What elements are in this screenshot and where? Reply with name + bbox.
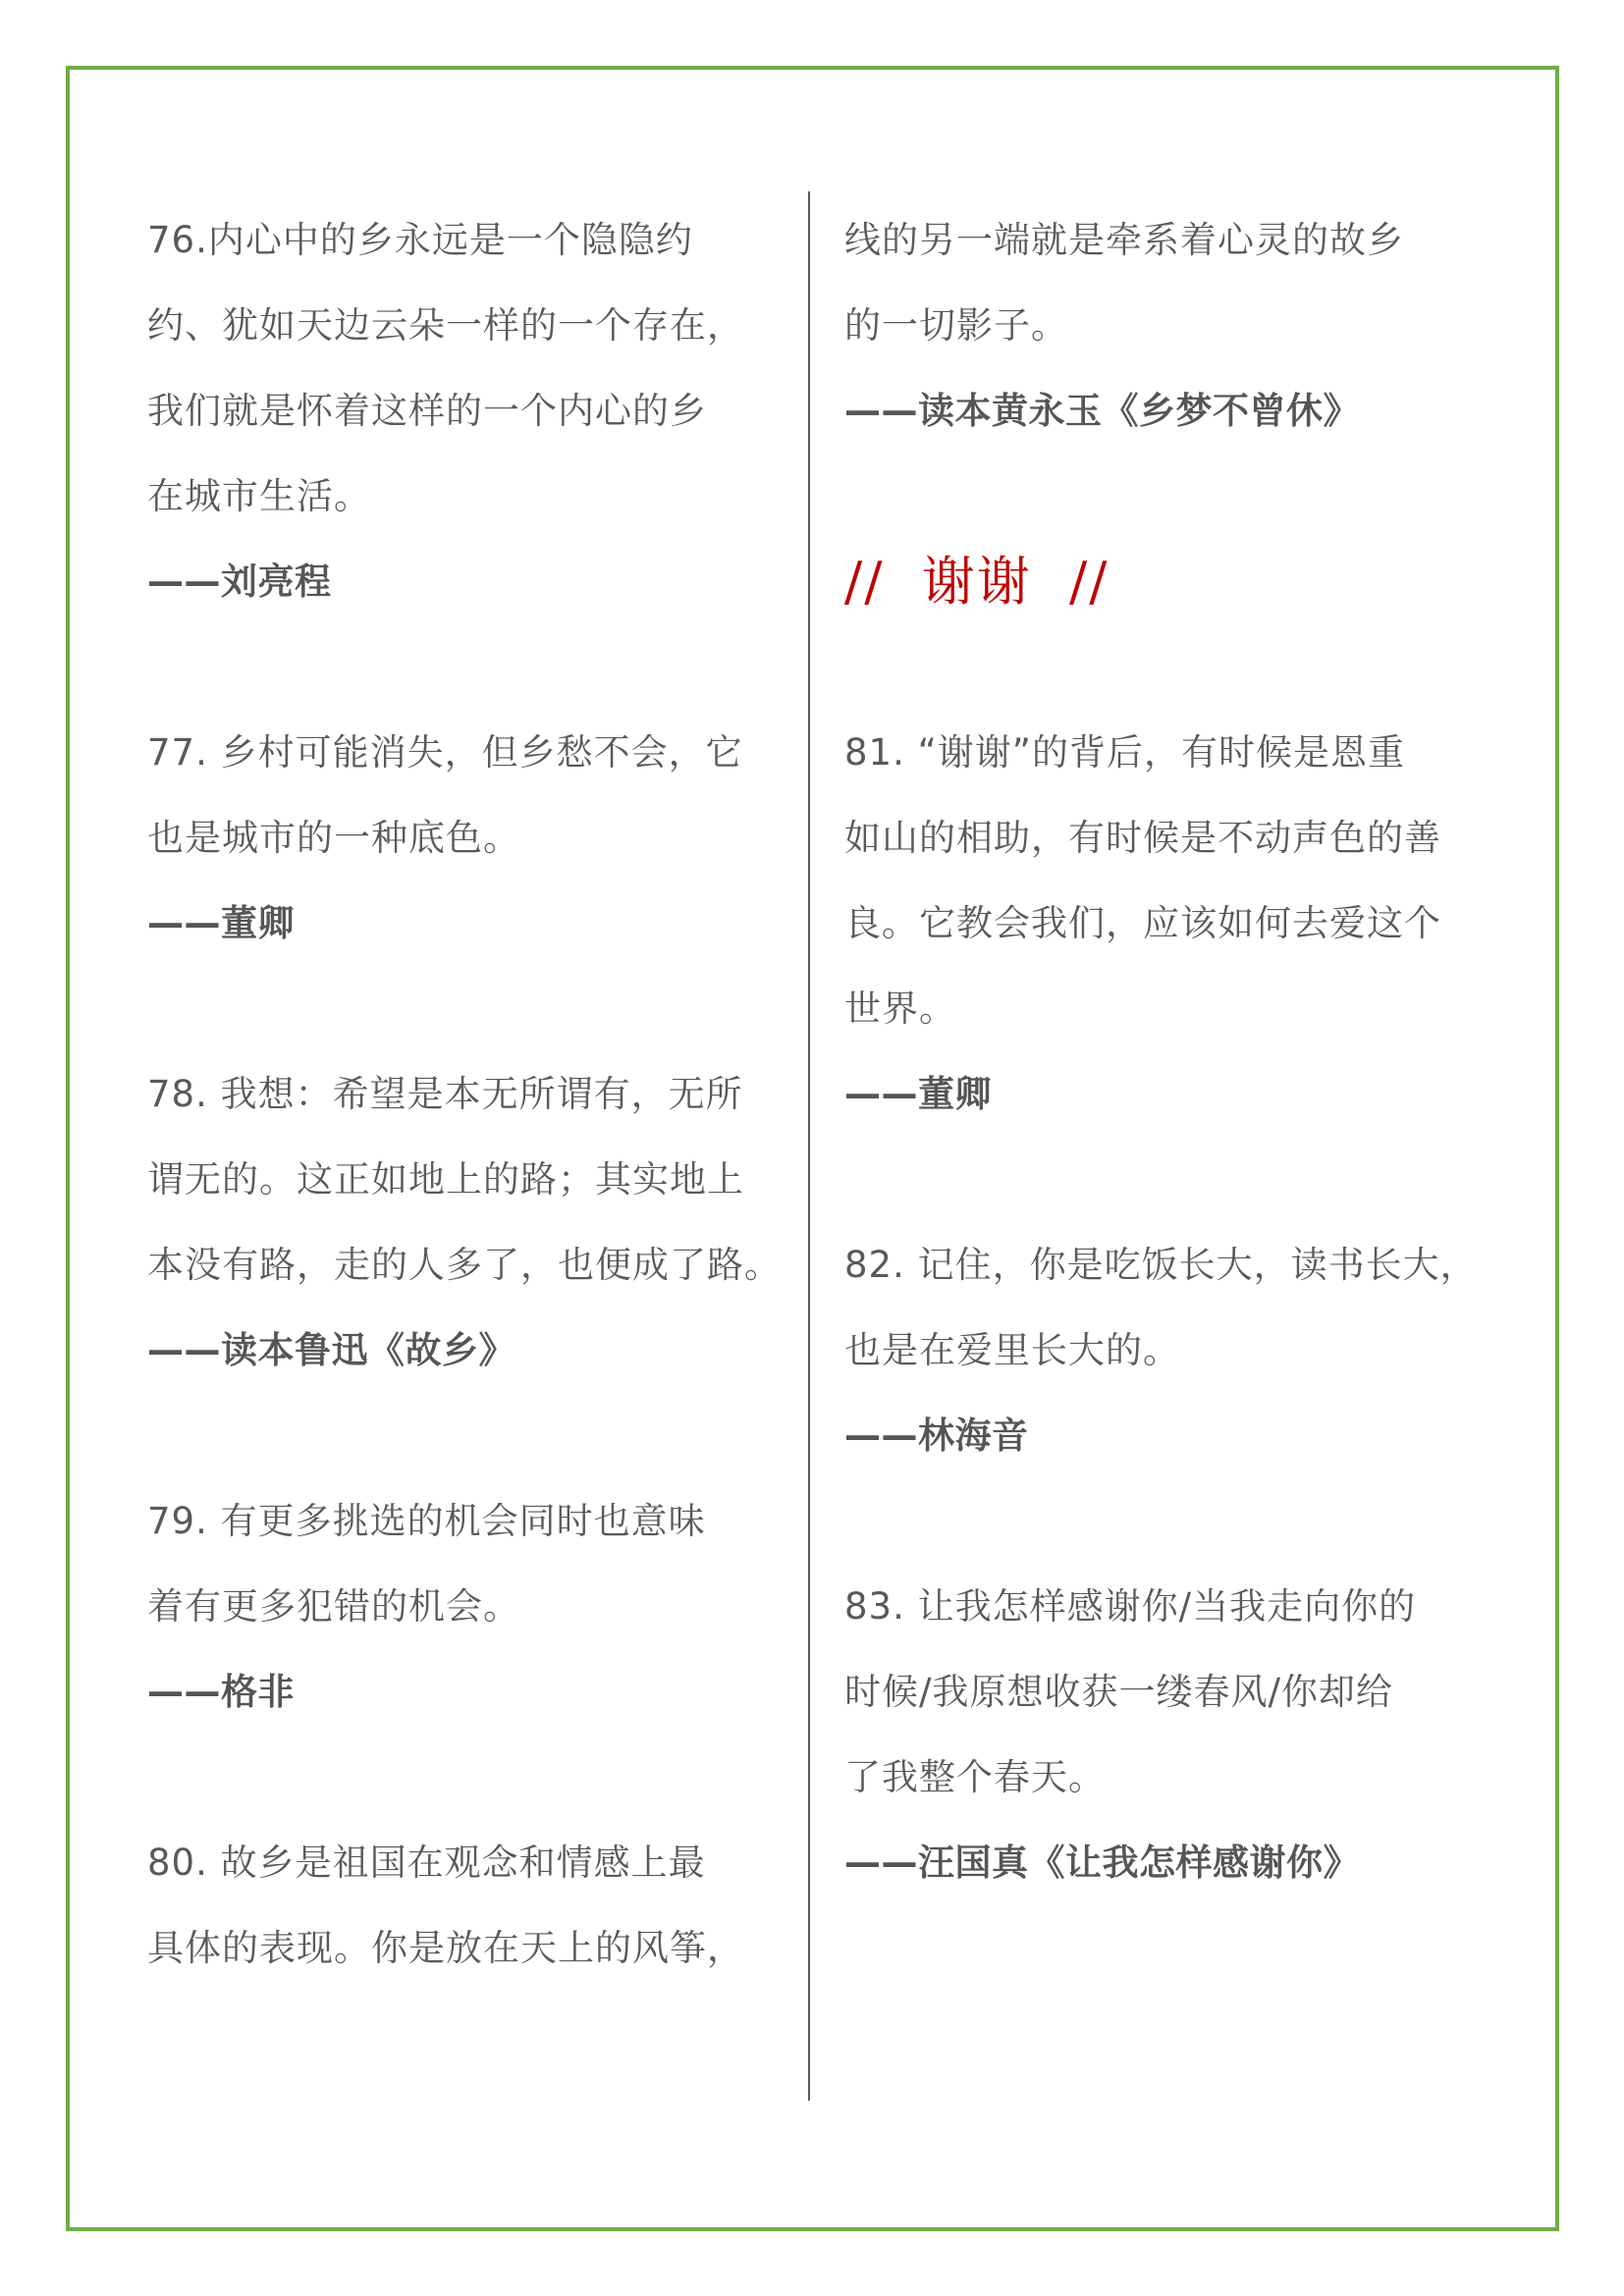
quote-author: ——读本鲁迅《故乡》 [147,1329,515,1371]
quote-entry-80-continuation [844,197,1492,454]
quote-entry-80 [147,1820,785,1991]
quote-author: ——董卿 [844,1073,992,1115]
quote-author: ——格非 [147,1671,295,1713]
quote-entry-79 [147,1478,785,1735]
left-column [147,197,785,1991]
quote-author: ——林海音 [844,1415,1029,1457]
quote-author: ——汪国真《让我怎样感谢你》 [844,1842,1360,1884]
quote-line: 着有更多犯错的机会。 [147,1585,520,1628]
quote-entry-83 [844,1564,1492,1905]
quote-line: 77. 乡村可能消失，但乡愁不会，它 [147,731,743,774]
quote-line: 也是在爱里长大的。 [844,1329,1180,1371]
quote-line: 线的另一端就是牵系着心灵的故乡 [844,219,1404,261]
quote-line: 80. 故乡是祖国在观念和情感上最 [147,1842,706,1884]
quote-line: 世界。 [844,988,956,1030]
quote-line: 约、犹如天边云朵一样的一个存在， [147,304,744,347]
quote-line: 81. “谢谢”的背后，有时候是恩重 [844,731,1405,774]
quote-line: 具体的表现。你是放在天上的风筝， [147,1927,744,1969]
quote-line: 82. 记住，你是吃饭长大，读书长大， [844,1244,1478,1286]
quote-line: 我们就是怀着这样的一个内心的乡 [147,390,707,432]
quote-line: 谓无的。这正如地上的路；其实地上 [147,1158,744,1201]
right-column [844,197,1492,1905]
quote-author: ——董卿 [147,902,295,944]
quote-entry-76 [147,197,785,624]
quote-author: ——刘亮程 [147,561,332,603]
quote-entry-77 [147,710,785,966]
quote-line: 76.内心中的乡永远是一个隐隐约 [147,219,693,261]
quote-line: 79. 有更多挑选的机会同时也意味 [147,1500,706,1542]
quote-line: 本没有路，走的人多了，也便成了路。 [147,1244,782,1286]
quote-entry-81 [844,710,1492,1137]
quote-line: 的一切影子。 [844,304,1068,347]
quote-entry-78 [147,1051,785,1393]
quote-line: 了我整个春天。 [844,1756,1106,1798]
quote-line: 时候/我原想收获一缕春风/你却给 [844,1671,1393,1713]
quote-author: ——读本黄永玉《乡梦不曾休》 [844,390,1360,432]
column-divider [808,191,810,2101]
quote-line: 83. 让我怎样感谢你/当我走向你的 [844,1585,1417,1628]
quote-line: 78. 我想：希望是本无所谓有，无所 [147,1073,743,1115]
quote-line: 良。它教会我们，应该如何去爱这个 [844,902,1441,944]
quote-line: 也是城市的一种底色。 [147,817,520,859]
quote-entry-82 [844,1222,1492,1478]
quote-line: 在城市生活。 [147,475,371,517]
section-heading-thanks: // 谢谢 // [844,551,1110,613]
quote-line: 如山的相助，有时候是不动声色的善 [844,817,1441,859]
